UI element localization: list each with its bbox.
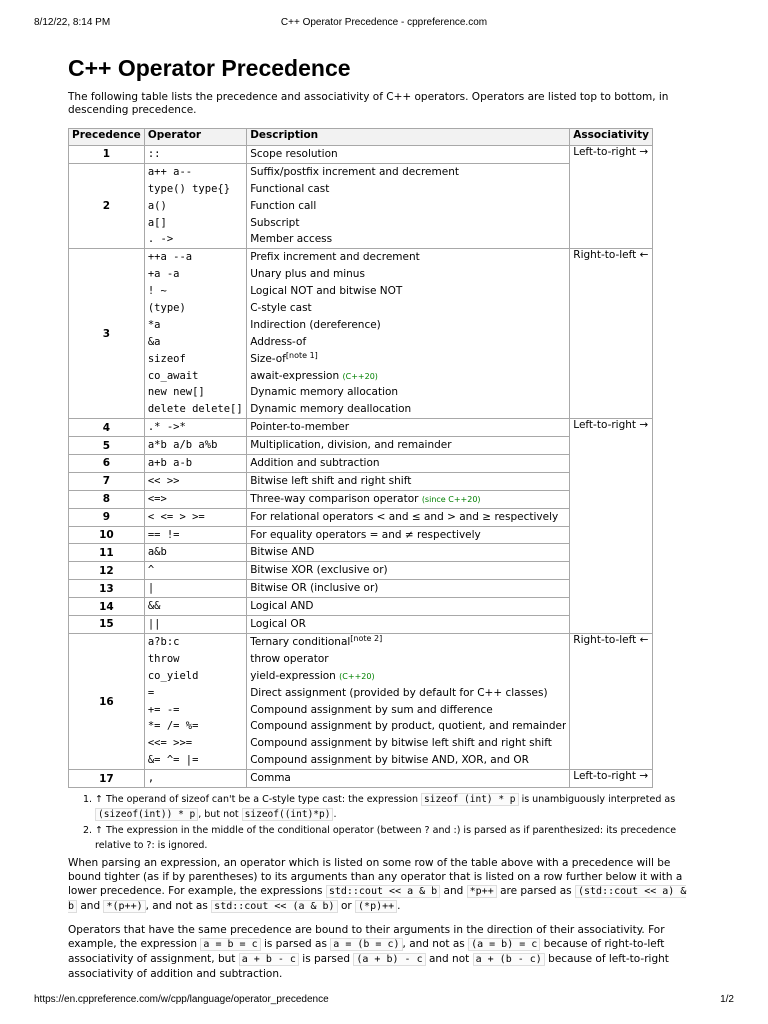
precedence-cell: 16	[69, 633, 145, 769]
code-snippet: std::cout << (a & b)	[211, 900, 337, 913]
col-header-precedence: Precedence	[69, 129, 145, 146]
description-line	[250, 770, 566, 787]
description-line	[250, 283, 566, 300]
operator-cell	[144, 146, 246, 164]
description-text: Compound assignment by bitwise AND, XOR, and OR	[250, 754, 529, 767]
operator-cell	[144, 437, 246, 455]
code-snippet: *(p++)	[103, 900, 145, 913]
operator-cell	[144, 163, 246, 248]
associativity-cell: Left-to-right →	[570, 419, 653, 634]
precedence-group-row	[69, 146, 653, 164]
operator-text: sizeof	[147, 352, 186, 365]
precedence-cell: 14	[69, 598, 145, 616]
description-line	[250, 473, 566, 490]
page-number: 1/2	[720, 994, 734, 1005]
description-line	[250, 702, 566, 719]
code-snippet: (a + b) - c	[353, 953, 425, 966]
operator-text: a&b	[147, 546, 167, 559]
description-text: Compound assignment by bitwise left shift and right shift	[250, 737, 552, 750]
description-text: Logical OR	[250, 618, 306, 631]
code-snippet: (std::cout << a) & b	[68, 886, 687, 912]
description-line	[250, 181, 566, 198]
description-text: Indirection (dereference)	[250, 318, 381, 331]
precedence-group-row	[69, 437, 653, 455]
footnote-number: 1.	[83, 794, 93, 805]
description-text: Multiplication, division, and remainder	[250, 439, 452, 452]
description-cell	[247, 598, 570, 616]
description-cell	[247, 544, 570, 562]
code-snippet: a + b - c	[239, 953, 299, 966]
description-text: Pointer-to-member	[250, 421, 350, 434]
operator-text: throw	[147, 652, 180, 665]
description-line	[250, 146, 566, 163]
operator-text: &= ^= |=	[147, 754, 199, 767]
description-line	[250, 198, 566, 215]
operator-cell	[144, 508, 246, 526]
description-text: Logical AND	[250, 600, 314, 613]
precedence-group-row	[69, 419, 653, 437]
precedence-cell: 13	[69, 580, 145, 598]
operator-cell	[144, 455, 246, 473]
description-text: Compound assignment by sum and difference	[250, 703, 493, 716]
precedence-cell: 1	[69, 146, 145, 164]
description-text: Address-of	[250, 335, 307, 348]
operator-cell	[144, 526, 246, 544]
description-text: Ternary conditional	[250, 635, 351, 648]
precedence-cell: 4	[69, 419, 145, 437]
description-cell	[247, 455, 570, 473]
description-text: Bitwise AND	[250, 546, 315, 559]
description-line	[250, 735, 566, 752]
operator-text: (type)	[147, 302, 186, 315]
tab-title: C++ Operator Precedence - cppreference.com	[280, 17, 488, 28]
footnote-ref-label: note 1	[289, 350, 315, 360]
description-text: Compound assignment by product, quotient, and remainder	[250, 720, 567, 733]
description-line	[250, 384, 566, 401]
operator-cell	[144, 249, 246, 419]
associativity-cell: Right-to-left ←	[570, 249, 653, 419]
precedence-cell: 8	[69, 490, 145, 508]
description-cell	[247, 580, 570, 598]
operator-text: =	[147, 686, 155, 699]
description-line	[250, 351, 566, 368]
description-text: Three-way comparison operator	[250, 492, 419, 505]
operator-text: ! ~	[147, 285, 167, 298]
operator-text: *= /= %=	[147, 720, 199, 733]
description-line	[250, 718, 566, 735]
description-line	[250, 455, 566, 472]
description-text: Size-of	[250, 352, 286, 365]
code-snippet: sizeof((int)*p)	[242, 808, 334, 821]
description-line	[250, 164, 566, 181]
description-cell	[247, 249, 570, 419]
description-line	[250, 668, 566, 685]
precedence-table	[68, 128, 653, 788]
precedence-cell: 10	[69, 526, 145, 544]
operator-text: delete delete[]	[147, 403, 243, 416]
operator-text: a++ a--	[147, 165, 193, 178]
description-text: Prefix increment and decrement	[250, 251, 420, 264]
precedence-group-row	[69, 163, 653, 248]
description-text: await-expression	[250, 369, 340, 382]
operator-text: a()	[147, 199, 167, 212]
operator-text: &a	[147, 335, 161, 348]
operator-text: co_await	[147, 369, 199, 382]
description-text: Addition and subtraction	[250, 457, 380, 470]
operator-cell	[144, 562, 246, 580]
code-snippet: a = (b = c)	[330, 938, 402, 951]
description-line	[250, 685, 566, 702]
associativity-cell: Left-to-right →	[570, 146, 653, 249]
operator-text: &&	[147, 600, 161, 613]
description-cell	[247, 633, 570, 769]
operator-cell	[144, 472, 246, 490]
associativity-cell: Right-to-left ←	[570, 633, 653, 769]
table-header-row	[69, 129, 653, 146]
precedence-cell: 11	[69, 544, 145, 562]
description-text: Function call	[250, 199, 317, 212]
precedence-group-row	[69, 508, 653, 526]
precedence-cell: 2	[69, 163, 145, 248]
version-badge: (C++20)	[339, 671, 375, 681]
description-line	[250, 231, 566, 248]
col-header-description: Description	[247, 129, 570, 146]
precedence-group-row	[69, 544, 653, 562]
version-badge: (since C++20)	[421, 494, 481, 504]
description-line	[250, 215, 566, 232]
operator-text: .* ->*	[147, 421, 186, 434]
code-snippet: sizeof (int) * p	[421, 793, 519, 806]
description-line	[250, 334, 566, 351]
operator-text: <<= >>=	[147, 737, 193, 750]
col-header-associativity: Associativity	[570, 129, 653, 146]
description-cell	[247, 437, 570, 455]
precedence-cell: 5	[69, 437, 145, 455]
description-text: yield-expression	[250, 669, 336, 682]
precedence-cell: 12	[69, 562, 145, 580]
precedence-group-row	[69, 598, 653, 616]
footnote-ref[interactable]: [note 2]	[350, 633, 383, 643]
operator-text: +a -a	[147, 268, 180, 281]
footnote-ref[interactable]: [note 1]	[285, 350, 318, 360]
operator-text: ^	[147, 564, 155, 577]
precedence-cell: 17	[69, 770, 145, 788]
operator-text: << >>	[147, 474, 180, 487]
operator-cell	[144, 419, 246, 437]
code-snippet: *p++	[467, 885, 497, 898]
description-cell	[247, 562, 570, 580]
precedence-cell: 15	[69, 616, 145, 634]
operator-text: a+b a-b	[147, 457, 193, 470]
code-snippet: (a = b) = c	[468, 938, 540, 951]
code-snippet: a = b = c	[200, 938, 260, 951]
operator-text: new new[]	[147, 386, 205, 399]
description-text: For equality operators = and ≠ respectively	[250, 528, 481, 541]
print-datetime: 8/12/22, 8:14 PM	[34, 17, 111, 28]
description-line	[250, 491, 566, 508]
associativity-cell: Left-to-right →	[570, 770, 653, 788]
description-text: Bitwise OR (inclusive or)	[250, 582, 379, 595]
operator-cell	[144, 616, 246, 634]
code-snippet: a + (b - c)	[473, 953, 545, 966]
description-line	[250, 580, 566, 597]
operator-text: <=>	[147, 492, 167, 505]
intro-text: The following table lists the precedence and associativity of C++ operators. Operators are listed top to bottom, in descending precedence.	[68, 91, 669, 116]
code-snippet: (*p)++	[355, 900, 397, 913]
paragraph-associativity: Operators that have the same precedence are bound to their arguments in the direction of their associativity. For example, the expression a = b = c is parsed as a = (b = c) , and not as (a = b) = c because of right-to-left associativity of assignment, but a + b - c is parsed (a + b) - c and not a + (b - c) because of left-to-right associativity of addition and subtraction.	[68, 924, 669, 980]
description-text: For relational operators < and ≤ and > and ≥ respectively	[250, 510, 559, 523]
precedence-group-row	[69, 490, 653, 508]
precedence-group-row	[69, 249, 653, 419]
page-title: C++ Operator Precedence	[68, 55, 351, 81]
footnote-number: 2.	[83, 825, 93, 836]
description-text: Functional cast	[250, 182, 330, 195]
precedence-group-row	[69, 562, 653, 580]
operator-cell	[144, 633, 246, 769]
description-line	[250, 401, 566, 418]
description-line	[250, 317, 566, 334]
operator-cell	[144, 770, 246, 788]
description-cell	[247, 146, 570, 164]
description-text: Direct assignment (provided by default for C++ classes)	[250, 686, 548, 699]
paragraph-precedence: When parsing an expression, an operator which is listed on some row of the table above with a precedence will be bound tighter (as if by parentheses) to its arguments than any operator that is listed on a row further below it with a lower precedence. For example, the expressions std::cout << a & b and *p++ are parsed as (std::cout << a) & b and *(p++) , and not as std::cout << (a & b) or (*p)++ .	[68, 857, 687, 912]
description-text: Comma	[250, 772, 291, 785]
operator-text: ::	[147, 148, 161, 160]
footnote-ref-label: note 2	[353, 633, 380, 643]
operator-text: |	[147, 582, 155, 595]
description-line	[250, 437, 566, 454]
description-line	[250, 651, 566, 668]
description-cell	[247, 163, 570, 248]
operator-text: a*b a/b a%b	[147, 439, 218, 452]
col-header-operator: Operator	[144, 129, 246, 146]
operator-text: += -=	[147, 703, 180, 716]
operator-cell	[144, 490, 246, 508]
precedence-group-row	[69, 580, 653, 598]
description-text: throw operator	[250, 652, 329, 665]
description-text: Dynamic memory allocation	[250, 386, 399, 399]
precedence-group-row	[69, 616, 653, 634]
precedence-group-row	[69, 455, 653, 473]
description-cell	[247, 616, 570, 634]
operator-text: ++a --a	[147, 251, 193, 264]
code-snippet: std::cout << a & b	[326, 885, 440, 898]
description-text: Scope resolution	[250, 148, 338, 160]
description-line	[250, 509, 566, 526]
operator-text: *a	[147, 318, 161, 331]
description-text: Dynamic memory deallocation	[250, 403, 412, 416]
footnote-1: 1. ↑ The operand of sizeof can't be a C-style type cast: the expression sizeof (int) * p is unambiguously interpreted as (sizeof(int)) * p , but not sizeof((int)*p) .	[83, 794, 676, 820]
operator-cell	[144, 598, 246, 616]
description-line	[250, 562, 566, 579]
operator-text: co_yield	[147, 669, 199, 682]
precedence-cell: 7	[69, 472, 145, 490]
description-cell	[247, 508, 570, 526]
description-line	[250, 419, 566, 436]
operator-text: type() type{}	[147, 182, 231, 195]
description-line	[250, 368, 566, 385]
description-cell	[247, 472, 570, 490]
operator-text: a[]	[147, 216, 167, 229]
operator-text: < <= > >=	[147, 510, 205, 523]
precedence-cell: 9	[69, 508, 145, 526]
description-text: Unary plus and minus	[250, 268, 365, 281]
description-cell	[247, 770, 570, 788]
footnotes	[83, 792, 705, 854]
precedence-cell: 3	[69, 249, 145, 419]
description-line	[250, 544, 566, 561]
precedence-group-row	[69, 526, 653, 544]
description-line	[250, 249, 566, 266]
operator-text: . ->	[147, 233, 174, 246]
precedence-group-row	[69, 633, 653, 769]
description-line	[250, 527, 566, 544]
description-cell	[247, 526, 570, 544]
precedence-cell: 6	[69, 455, 145, 473]
description-text: Member access	[250, 233, 333, 246]
description-line	[250, 634, 566, 651]
description-text: Bitwise XOR (exclusive or)	[250, 564, 388, 577]
description-line	[250, 598, 566, 615]
operator-text: ,	[147, 772, 155, 785]
code-snippet: (sizeof(int)) * p	[95, 808, 198, 821]
page-url: https://en.cppreference.com/w/cpp/language/operator_precedence	[34, 994, 329, 1005]
operator-cell	[144, 544, 246, 562]
description-line	[250, 300, 566, 317]
table-body	[69, 146, 653, 788]
operator-text: == !=	[147, 528, 180, 541]
description-line	[250, 266, 566, 283]
description-cell	[247, 419, 570, 437]
description-line	[250, 752, 566, 769]
precedence-group-row	[69, 472, 653, 490]
description-cell	[247, 490, 570, 508]
precedence-group-row	[69, 770, 653, 788]
description-text: Bitwise left shift and right shift	[250, 474, 412, 487]
description-text: Suffix/postfix increment and decrement	[250, 165, 459, 178]
description-line	[250, 616, 566, 633]
operator-cell	[144, 580, 246, 598]
description-text: Logical NOT and bitwise NOT	[250, 285, 403, 298]
operator-text: a?b:c	[147, 635, 180, 648]
version-badge: (C++20)	[342, 371, 378, 381]
description-text: C-style cast	[250, 302, 312, 315]
browser-footer	[34, 994, 734, 1005]
footnote-2: 2. ↑ The expression in the middle of the conditional operator (between ? and :) is parsed as if parenthesized: its precedence relative to ?: is ignored.	[83, 825, 677, 851]
operator-text: ||	[147, 618, 161, 631]
description-text: Subscript	[250, 216, 300, 229]
